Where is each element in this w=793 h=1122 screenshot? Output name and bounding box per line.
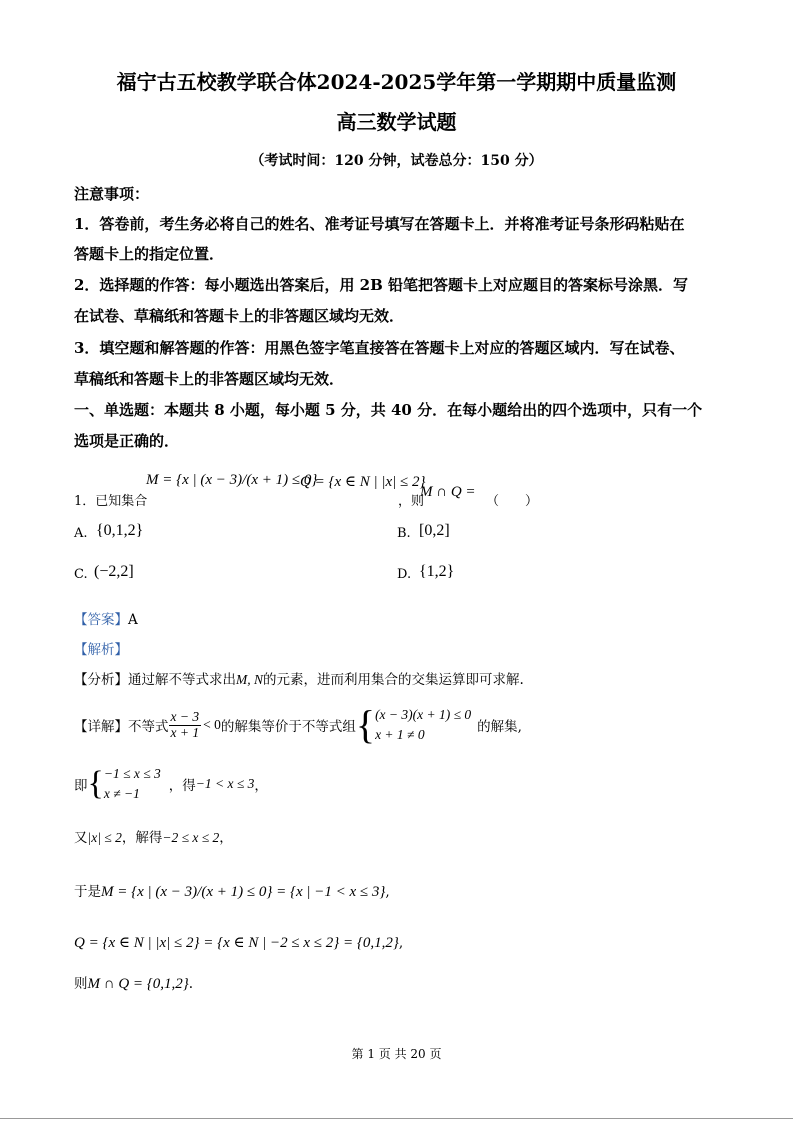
step3-expr: |x| ≤ 2 [87, 830, 122, 845]
step3-end: ， [219, 830, 233, 846]
option-a-label: A. [74, 526, 88, 541]
note-2-line-1: 2．选择题的作答：每小题选出答案后，用 2B 铅笔把答题卡上对应题目的答案标号涂黑．写 [74, 276, 689, 294]
page-subtitle: 高三数学试题 [336, 110, 457, 134]
detail-system [375, 705, 471, 744]
detail-line-1 [74, 702, 522, 748]
detail-text-1: 不等式 [128, 719, 169, 735]
notes-heading: 注意事项： [74, 185, 150, 203]
step4-expr: M = {x | (x − 3)/(x + 1) ≤ 0} = {x | −1 < x ≤ 3} [101, 884, 386, 900]
page-title: 福宁古五校教学联合体2024-2025学年第一学期期中质量监测 [116, 70, 677, 94]
step4-prefix: 于是 [74, 884, 101, 900]
question-1-blank: （ ） [486, 494, 539, 509]
analysis-vars: M, N [236, 672, 263, 687]
option-c-label: C. [74, 567, 88, 582]
option-d-value: {1,2} [419, 563, 455, 580]
detail-line-6 [74, 972, 193, 993]
detail-line-5 [74, 933, 403, 952]
question-1-set-m: M = {x | (x − 3)/(x + 1) ≤ 0} [146, 472, 318, 488]
detail-text-3: 的解集, [477, 719, 522, 735]
system2-brace-icon: { [87, 765, 104, 802]
note-2-line-2: 在试卷、草稿纸和答题卡上的非答题区域均无效． [74, 307, 405, 325]
answer-line [74, 608, 138, 628]
step6-expr: M ∩ Q = {0,1,2} [87, 976, 189, 992]
analysis-text-a: 通过解不等式求出 [128, 672, 236, 688]
system-row-1: (x − 3)(x + 1) ≤ 0 [375, 707, 472, 723]
page-number: 第 1 页 共 20 页 [351, 1047, 442, 1061]
step2-result: −1 < x ≤ 3 [195, 776, 255, 791]
system-row-2: x + 1 ≠ 0 [375, 727, 425, 742]
analysis-tag: 【解析】 [74, 642, 128, 658]
option-c-value: (−2,2] [94, 563, 134, 580]
answer-tag: 【答案】 [74, 612, 128, 628]
step5-expr: Q = {x ∈ N | |x| ≤ 2} = {x ∈ N | −2 ≤ x ≤ 2} = {0,1,2} [74, 935, 399, 951]
note-3-line-2: 草稿纸和答题卡上的非答题区域均无效． [74, 370, 345, 388]
step2-end: ， [254, 778, 268, 794]
step5-end: , [398, 935, 404, 951]
step2-mid: ，得 [168, 778, 196, 794]
section-heading-line-2: 选项是正确的． [74, 432, 180, 450]
question-1-set-q: Q = {x ∈ N | |x| ≤ 2} [300, 474, 426, 490]
question-1-then: ，则 [398, 494, 425, 509]
detail-line-2 [74, 762, 268, 806]
note-1-line-2: 答题卡上的指定位置． [74, 245, 225, 263]
note-1-line-1: 1．答卷前，考生务必将自己的姓名、准考证号填写在答题卡上．并将准考证号条形码粘贴在 [74, 215, 685, 233]
answer-value: A [128, 612, 138, 628]
detail-line-4 [74, 880, 390, 901]
option-b-value: [0,2] [419, 522, 450, 539]
detail-tag: 【详解】 [74, 719, 128, 735]
step3-result: −2 ≤ x ≤ 2 [162, 830, 220, 845]
detail-fraction [169, 710, 202, 739]
fraction-denominator: x + 1 [170, 724, 200, 740]
system-brace-icon: { [355, 702, 376, 747]
fraction-numerator: x − 3 [170, 709, 200, 725]
option-b-label: B. [397, 526, 411, 541]
step3-prefix: 又 [74, 830, 88, 846]
analysis-line [74, 668, 524, 688]
exam-info: （考试时间：120 分钟，试卷总分：150 分） [250, 153, 543, 169]
step2-row-1: −1 ≤ x ≤ 3 [103, 766, 161, 782]
step2-prefix: 即 [74, 778, 88, 794]
detail-text-2: 的解集等价于不等式组 [220, 719, 356, 735]
step2-row-2: x ≠ −1 [103, 786, 140, 801]
question-1-ask: M ∩ Q = [420, 484, 476, 500]
analysis-text-b: 的元素，进而利用集合的交集运算即可求解. [263, 672, 524, 688]
detail-line-3 [74, 826, 233, 846]
step6-prefix: 则 [74, 976, 88, 992]
step3-mid: ，解得 [121, 830, 163, 846]
section-heading-line-1: 一、单选题：本题共 8 小题，每小题 5 分，共 40 分．在每小题给出的四个选项中，只有一个 [74, 401, 703, 419]
note-3-line-1: 3．填空题和解答题的作答：用黑色签字笔直接答在答题卡上对应的答题区域内．写在试卷、 [74, 339, 685, 357]
step6-end: . [188, 976, 194, 992]
detail-inequality: < 0 [203, 717, 221, 732]
question-1-prefix: 1．已知集合 [74, 494, 148, 509]
page-bottom-divider [0, 1118, 793, 1119]
step2-system [104, 764, 161, 803]
analysis-label: 【分析】 [74, 672, 128, 688]
step4-end: , [385, 884, 390, 900]
option-a-value: {0,1,2} [96, 522, 144, 539]
option-d-label: D. [397, 567, 412, 582]
